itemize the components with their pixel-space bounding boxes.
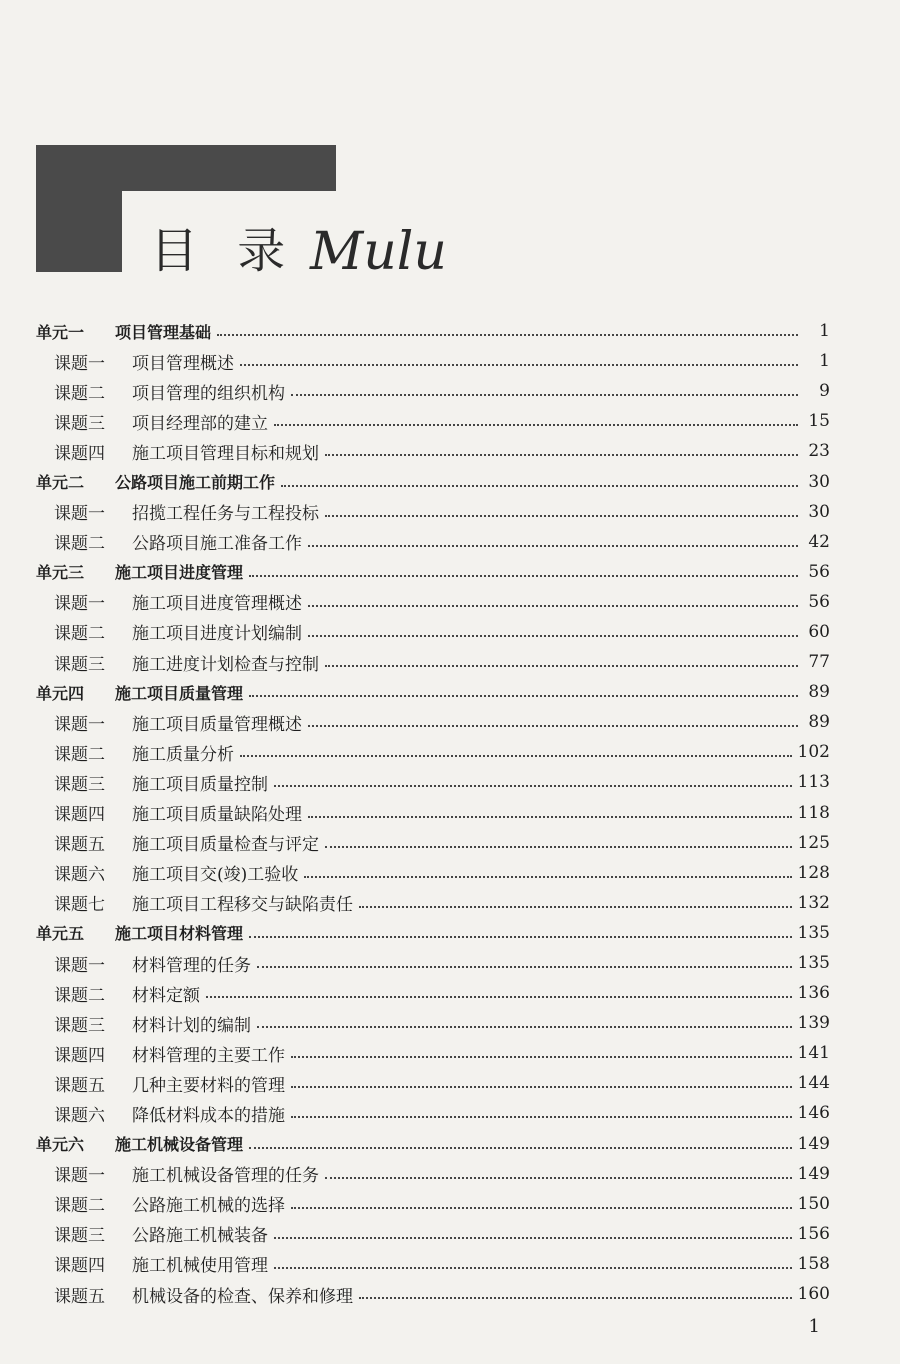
toc-entry-title: 降低材料成本的措施	[132, 1105, 285, 1126]
toc-lesson-row[interactable]	[36, 798, 830, 828]
toc-lesson-row[interactable]	[36, 948, 830, 978]
toc-entry-number: 单元二	[36, 473, 85, 493]
toc-unit-row[interactable]	[36, 557, 830, 587]
toc-leader-dots	[240, 364, 798, 366]
toc-lesson-row[interactable]	[36, 587, 830, 617]
toc-lesson-row[interactable]	[36, 737, 830, 767]
toc-lesson-row[interactable]	[36, 1098, 830, 1128]
toc-entry-page: 60	[808, 621, 830, 642]
toc-lesson-row[interactable]	[36, 527, 830, 557]
toc-entry-page: 135	[797, 953, 830, 974]
toc-entry-page: 102	[797, 742, 830, 763]
toc-entry-number: 课题二	[54, 383, 105, 404]
toc-leader-dots	[308, 545, 798, 547]
toc-unit-row[interactable]	[36, 316, 830, 346]
toc-entry-number: 课题三	[54, 1015, 105, 1036]
toc-entry-number: 课题二	[54, 624, 105, 645]
toc-entry-number: 课题二	[54, 985, 105, 1006]
toc-leader-dots	[291, 1207, 792, 1209]
toc-lesson-row[interactable]	[36, 858, 830, 888]
toc-lesson-row[interactable]	[36, 346, 830, 376]
toc-lesson-row[interactable]	[36, 497, 830, 527]
toc-entry-title: 施工项目进度计划编制	[132, 624, 302, 645]
toc-entry-page: 132	[797, 892, 830, 913]
toc-entry-page: 1	[819, 321, 830, 342]
toc-entry-page: 1	[819, 351, 830, 372]
toc-entry-page: 9	[819, 381, 830, 402]
toc-lesson-row[interactable]	[36, 617, 830, 647]
toc-unit-row[interactable]	[36, 466, 830, 496]
toc-entry-number: 课题一	[54, 594, 105, 615]
toc-entry-title: 施工项目质量缺陷处理	[132, 805, 302, 826]
toc-entry-title: 材料管理的任务	[132, 955, 251, 976]
toc-entry-number: 课题四	[54, 443, 105, 464]
toc-entry-number: 单元一	[36, 322, 85, 342]
toc-lesson-row[interactable]	[36, 406, 830, 436]
toc-leader-dots	[308, 605, 798, 607]
toc-entry-title: 公路项目施工前期工作	[115, 473, 276, 493]
page-title-latin: Mulu	[310, 222, 447, 282]
toc-leader-dots	[304, 876, 791, 878]
toc-entry-number: 单元三	[36, 563, 85, 583]
toc-entry-title: 施工进度计划检查与控制	[132, 654, 319, 675]
toc-leader-dots	[291, 1086, 792, 1088]
toc-entry-title: 项目经理部的建立	[132, 413, 268, 434]
toc-entry-title: 项目管理概述	[132, 353, 234, 374]
toc-entry-title: 施工项目材料管理	[115, 924, 244, 944]
toc-lesson-row[interactable]	[36, 888, 830, 918]
toc-lesson-row[interactable]	[36, 1219, 830, 1249]
toc-entry-title: 施工项目质量管理概述	[132, 714, 302, 735]
toc-entry-number: 课题五	[54, 1075, 105, 1096]
toc-lesson-row[interactable]	[36, 1159, 830, 1189]
toc-leader-dots	[359, 1297, 792, 1299]
toc-unit-row[interactable]	[36, 1129, 830, 1159]
toc-unit-row[interactable]	[36, 677, 830, 707]
toc-entry-page: 15	[808, 411, 830, 432]
toc-entry-title: 材料管理的主要工作	[132, 1045, 285, 1066]
toc-entry-number: 课题四	[54, 1256, 105, 1277]
toc-leader-dots	[249, 695, 798, 697]
toc-entry-page: 156	[797, 1223, 830, 1244]
toc-leader-dots	[249, 936, 792, 938]
toc-entry-page: 30	[808, 501, 830, 522]
toc-lesson-row[interactable]	[36, 376, 830, 406]
toc-leader-dots	[281, 485, 798, 487]
toc-leader-dots	[325, 454, 798, 456]
toc-entry-page: 136	[797, 983, 830, 1004]
toc-entry-number: 课题一	[54, 1166, 105, 1187]
toc-entry-number: 课题五	[54, 835, 105, 856]
toc-leader-dots	[206, 996, 792, 998]
toc-entry-title: 施工项目质量管理	[115, 683, 244, 703]
toc-leader-dots	[274, 785, 792, 787]
toc-leader-dots	[274, 1267, 792, 1269]
toc-entry-title: 材料定额	[132, 985, 200, 1006]
toc-entry-number: 课题三	[54, 1226, 105, 1247]
toc-entry-page: 118	[797, 802, 830, 823]
toc-entry-title: 项目管理的组织机构	[132, 383, 285, 404]
toc-lesson-row[interactable]	[36, 436, 830, 466]
toc-entry-title: 施工项目工程移交与缺陷责任	[132, 895, 353, 916]
toc-entry-title: 材料计划的编制	[132, 1015, 251, 1036]
toc-lesson-row[interactable]	[36, 1008, 830, 1038]
header-block	[36, 145, 122, 272]
toc-entry-number: 课题三	[54, 654, 105, 675]
toc-lesson-row[interactable]	[36, 1038, 830, 1068]
toc-entry-title: 施工项目质量检查与评定	[132, 835, 319, 856]
toc-entry-title: 施工项目交(竣)工验收	[132, 865, 299, 886]
toc-leader-dots	[308, 725, 798, 727]
toc-leader-dots	[274, 424, 798, 426]
toc-leader-dots	[257, 966, 792, 968]
toc-leader-dots	[325, 1177, 792, 1179]
toc-lesson-row[interactable]	[36, 707, 830, 737]
toc-entry-number: 课题三	[54, 774, 105, 795]
toc-entry-number: 课题二	[54, 1196, 105, 1217]
toc-entry-number: 课题一	[54, 955, 105, 976]
toc-entry-title: 公路施工机械的选择	[132, 1196, 285, 1217]
toc-leader-dots	[240, 755, 792, 757]
toc-entry-page: 139	[797, 1013, 830, 1034]
toc-leader-dots	[325, 665, 798, 667]
toc-entry-title: 机械设备的检查、保养和修理	[132, 1286, 353, 1307]
toc-lesson-row[interactable]	[36, 828, 830, 858]
toc-entry-number: 课题五	[54, 1286, 105, 1307]
toc-leader-dots	[325, 846, 792, 848]
toc-entry-title: 公路项目施工准备工作	[132, 534, 302, 555]
toc-leader-dots	[217, 334, 798, 336]
toc-entry-number: 课题一	[54, 714, 105, 735]
toc-leader-dots	[291, 394, 798, 396]
toc-entry-title: 施工项目进度管理	[115, 563, 244, 583]
toc-entry-number: 课题一	[54, 353, 105, 374]
toc-entry-number: 课题二	[54, 744, 105, 765]
page-title: 目 录	[150, 223, 298, 279]
toc-entry-page: 128	[797, 862, 830, 883]
toc-entry-page: 135	[797, 922, 830, 943]
toc-leader-dots	[249, 575, 798, 577]
toc-entry-number: 单元六	[36, 1135, 85, 1155]
toc-entry-number: 课题七	[54, 895, 105, 916]
table-of-contents	[36, 316, 830, 1309]
toc-entry-number: 课题六	[54, 1105, 105, 1126]
toc-entry-title: 施工机械设备管理	[115, 1135, 244, 1155]
toc-entry-page: 89	[808, 682, 830, 703]
toc-leader-dots	[257, 1026, 792, 1028]
toc-leader-dots	[325, 515, 798, 517]
toc-entry-title: 招揽工程任务与工程投标	[132, 504, 319, 525]
page-number: 1	[808, 1316, 820, 1337]
toc-lesson-row[interactable]	[36, 1068, 830, 1098]
toc-entry-page: 30	[808, 471, 830, 492]
toc-entry-title: 公路施工机械装备	[132, 1226, 268, 1247]
toc-entry-number: 课题四	[54, 1045, 105, 1066]
toc-leader-dots	[249, 1147, 792, 1149]
toc-entry-page: 42	[808, 531, 830, 552]
toc-entry-title: 施工机械使用管理	[132, 1256, 268, 1277]
toc-unit-row[interactable]	[36, 918, 830, 948]
toc-entry-number: 课题三	[54, 413, 105, 434]
toc-entry-page: 56	[808, 591, 830, 612]
toc-entry-page: 89	[808, 712, 830, 733]
toc-leader-dots	[291, 1056, 792, 1058]
toc-entry-page: 149	[797, 1163, 830, 1184]
toc-lesson-row[interactable]	[36, 1279, 830, 1309]
toc-entry-page: 149	[797, 1133, 830, 1154]
toc-entry-page: 77	[808, 652, 830, 673]
toc-entry-title: 项目管理基础	[115, 322, 212, 342]
toc-lesson-row[interactable]	[36, 978, 830, 1008]
toc-leader-dots	[359, 906, 792, 908]
toc-lesson-row[interactable]	[36, 767, 830, 797]
toc-entry-page: 125	[797, 832, 830, 853]
toc-entry-page: 160	[797, 1284, 830, 1305]
toc-lesson-row[interactable]	[36, 1189, 830, 1219]
toc-entry-page: 56	[808, 561, 830, 582]
toc-entry-title: 施工项目管理目标和规划	[132, 443, 319, 464]
toc-entry-title: 施工质量分析	[132, 744, 234, 765]
toc-leader-dots	[274, 1237, 792, 1239]
toc-entry-number: 课题二	[54, 534, 105, 555]
toc-entry-page: 144	[797, 1073, 830, 1094]
toc-leader-dots	[291, 1116, 792, 1118]
toc-entry-title: 施工机械设备管理的任务	[132, 1166, 319, 1187]
toc-lesson-row[interactable]	[36, 1249, 830, 1279]
toc-entry-page: 113	[797, 772, 830, 793]
toc-entry-title: 几种主要材料的管理	[132, 1075, 285, 1096]
toc-leader-dots	[308, 816, 792, 818]
toc-entry-number: 课题四	[54, 805, 105, 826]
toc-entry-title: 施工项目质量控制	[132, 774, 268, 795]
toc-entry-number: 课题一	[54, 504, 105, 525]
toc-entry-page: 146	[797, 1103, 830, 1124]
toc-entry-page: 23	[808, 441, 830, 462]
toc-entry-number: 单元五	[36, 924, 85, 944]
toc-lesson-row[interactable]	[36, 647, 830, 677]
toc-leader-dots	[308, 635, 798, 637]
toc-entry-number: 课题六	[54, 865, 105, 886]
toc-entry-page: 141	[797, 1043, 830, 1064]
toc-entry-page: 158	[797, 1253, 830, 1274]
toc-entry-title: 施工项目进度管理概述	[132, 594, 302, 615]
toc-entry-page: 150	[797, 1193, 830, 1214]
toc-entry-number: 单元四	[36, 683, 85, 703]
